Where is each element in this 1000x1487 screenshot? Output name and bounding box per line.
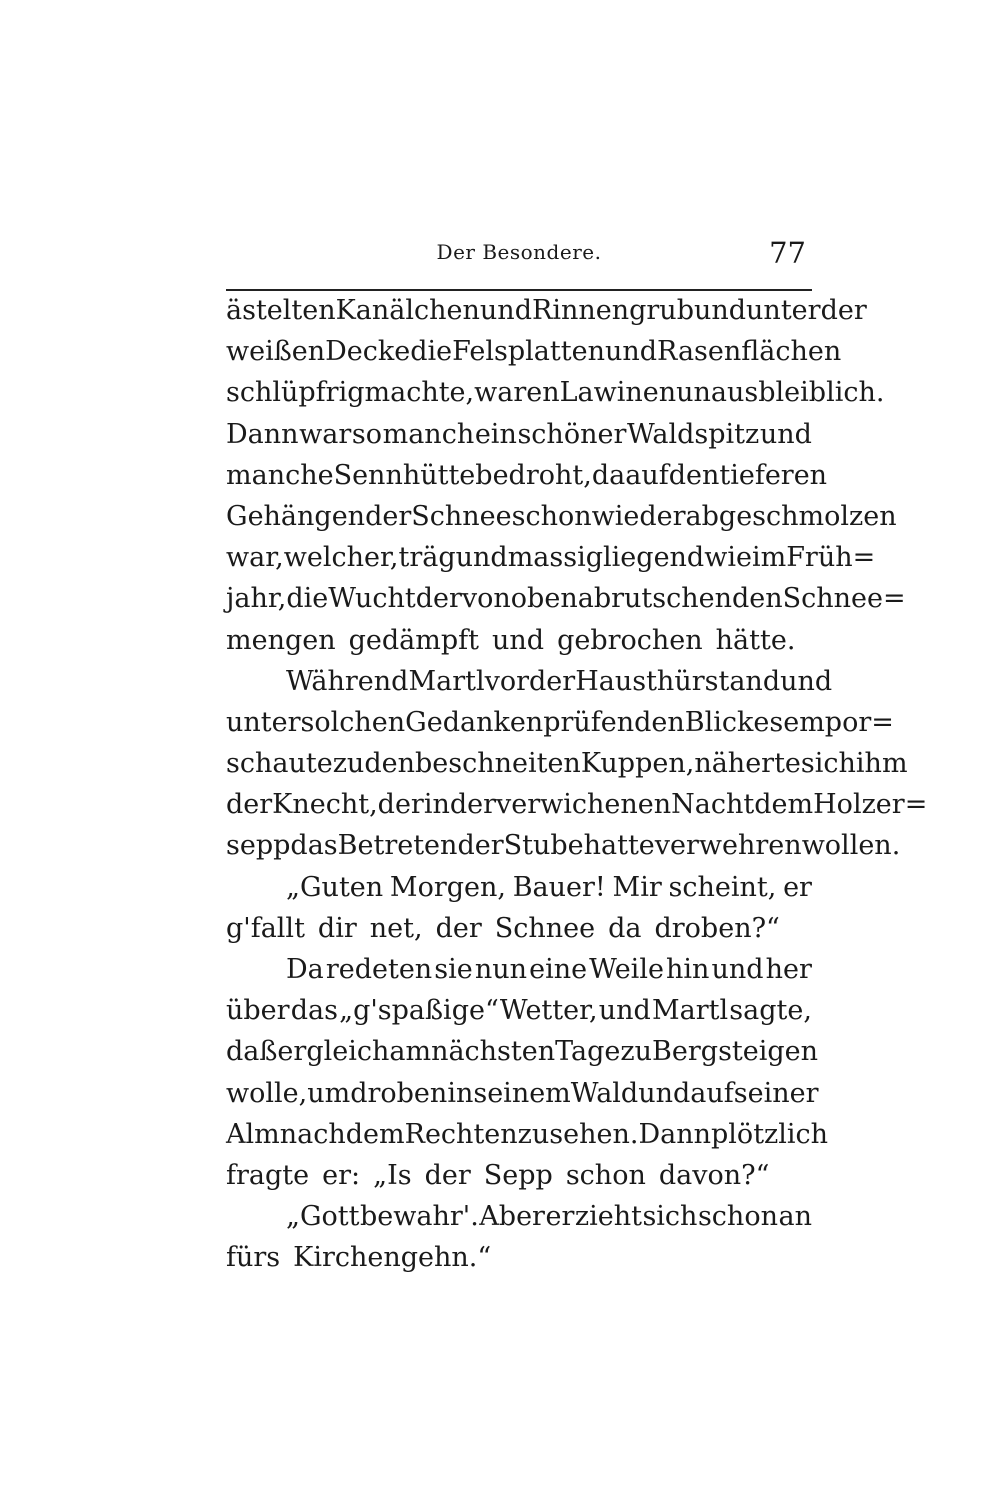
word: der (226, 789, 273, 821)
word: Dann (638, 1118, 712, 1150)
word: er (277, 1036, 307, 1068)
word: Stube (503, 830, 584, 862)
word: der (529, 665, 576, 697)
word: jahr, (226, 583, 287, 615)
text-line (226, 784, 928, 825)
word: stand (704, 665, 781, 697)
word: prüfenden (543, 706, 685, 738)
word: war, (226, 542, 284, 574)
word: Knecht, (272, 789, 378, 821)
word: der (424, 1159, 471, 1191)
text-line (226, 578, 906, 619)
word: er: (322, 1159, 361, 1191)
word: Bauer! (512, 871, 606, 903)
word: den (668, 459, 720, 491)
word: Rinnen (531, 295, 630, 326)
word: ihm (855, 748, 908, 780)
word: der (365, 500, 412, 532)
text-line (226, 949, 812, 990)
word: in (447, 1077, 474, 1109)
word: Betreten (337, 830, 458, 862)
text-line (226, 496, 897, 537)
text-line (226, 537, 876, 578)
word: Alm (226, 1118, 280, 1150)
word: eine (529, 954, 588, 985)
word: sich (800, 748, 856, 780)
word: her (765, 954, 812, 985)
page-number: 77 (769, 236, 806, 270)
word: näherte (694, 748, 801, 780)
word: Sennhütte (333, 459, 476, 491)
word: zieht (574, 1201, 642, 1233)
text-line (226, 1155, 812, 1196)
word: Rechten (404, 1118, 518, 1150)
word: empor= (783, 706, 894, 738)
word: gedämpft (348, 624, 479, 656)
word: „Is (373, 1159, 412, 1191)
word: er (545, 1201, 575, 1233)
word: Lawinen (559, 377, 677, 409)
word: Schnee (411, 500, 512, 532)
word: „Gott (286, 1201, 360, 1233)
word: sehen. (549, 1118, 639, 1150)
word: und (638, 1077, 691, 1109)
word: liegend (603, 542, 705, 574)
word: fragte (226, 1159, 310, 1191)
word: und (780, 665, 833, 697)
word: g'fallt (226, 912, 305, 944)
word: von (461, 583, 511, 615)
word: so (351, 418, 382, 450)
word: droben?“ (654, 912, 780, 944)
word: Gedanken (405, 706, 544, 738)
word: träg (398, 542, 456, 574)
word: plötzlich (711, 1118, 829, 1150)
word: schlüpfrig (226, 377, 365, 409)
word: „g'spaßige“ (339, 995, 499, 1027)
word: manche (226, 459, 334, 491)
word: der (820, 295, 867, 326)
word: unausbleiblich. (676, 377, 885, 409)
word: massig (507, 542, 604, 574)
word: fürs (226, 1242, 281, 1274)
word: redeten (325, 954, 433, 985)
text-line (226, 908, 812, 949)
text-line (226, 414, 812, 455)
word: Hausthür (575, 665, 705, 697)
word: solchen (300, 706, 406, 738)
running-head (226, 236, 812, 276)
word: gebrochen (557, 624, 703, 656)
word: Früh= (786, 542, 876, 574)
word: Kuppen, (580, 748, 695, 780)
word: der (377, 789, 424, 821)
word: schon (697, 1201, 778, 1233)
word: Rasenflächen (657, 336, 842, 368)
word: Sepp (483, 1159, 553, 1191)
word: sie (434, 954, 473, 985)
text-line (226, 825, 901, 866)
word: schaute (226, 748, 333, 780)
word: Blickes (684, 706, 784, 738)
word: Morgen, (389, 871, 506, 903)
word: wollen. (801, 830, 901, 862)
word: droben (350, 1077, 448, 1109)
word: die (410, 336, 453, 368)
word: zu (332, 748, 365, 780)
word: seinem (473, 1077, 571, 1109)
word: Nacht (671, 789, 755, 821)
word: hatte (583, 830, 655, 862)
word: Dann (226, 418, 299, 450)
word: er (783, 871, 812, 903)
word: schon (565, 1159, 646, 1191)
text-line (226, 1073, 819, 1114)
word: auf (690, 1077, 734, 1109)
word: da (608, 912, 642, 944)
word: Holzer= (813, 789, 928, 821)
word: sich (642, 1201, 698, 1233)
word: scheint, (668, 871, 777, 903)
word: Martl (408, 665, 485, 697)
word: hin (666, 954, 710, 985)
word: ein (474, 418, 517, 450)
word: Decke (325, 336, 411, 368)
text-line (226, 290, 867, 331)
word: Wucht (328, 583, 416, 615)
word: da (591, 459, 626, 491)
text-line (226, 331, 842, 372)
word: verwehren (654, 830, 802, 862)
word: in (423, 789, 450, 821)
word: Waldspitz (626, 418, 760, 450)
word: und (598, 995, 651, 1027)
word: steigen (718, 1036, 819, 1068)
word: machte, (364, 377, 475, 409)
word: seiner (733, 1077, 819, 1109)
word: net, (369, 912, 423, 944)
text-line (226, 867, 812, 908)
word: waren (474, 377, 560, 409)
word: nun (474, 954, 528, 985)
word: schöner (517, 418, 627, 450)
word: zu (517, 1118, 550, 1150)
word: und (479, 295, 532, 326)
word: und (455, 542, 508, 574)
word: der (435, 912, 482, 944)
word: war (299, 418, 352, 450)
word: bedroht, (475, 459, 592, 491)
word: auf (625, 459, 669, 491)
word: und (693, 295, 747, 326)
word: davon?“ (658, 1159, 770, 1191)
running-title: Der Besondere. (436, 240, 602, 264)
word: dem (345, 1118, 405, 1150)
word: dem (754, 789, 814, 821)
word: der (449, 789, 497, 821)
word: Aber (479, 1201, 545, 1233)
text-line (226, 743, 908, 784)
word: wie (704, 542, 752, 574)
word: tieferen (719, 459, 828, 491)
word: abrutschenden (577, 583, 783, 615)
word: die (286, 583, 329, 615)
text-line (226, 620, 812, 661)
word: oben (510, 583, 578, 615)
word: welcher, (283, 542, 399, 574)
text-line (226, 455, 828, 496)
word: der (415, 583, 462, 615)
word: Schnee (494, 912, 596, 944)
word: Tage (555, 1036, 621, 1068)
word: das (290, 830, 338, 862)
word: im (751, 542, 787, 574)
word: Da (286, 954, 324, 985)
text-line (226, 372, 885, 413)
word: grub (629, 295, 694, 326)
text-line (226, 990, 812, 1031)
text-line (226, 661, 833, 702)
word: ästelten (226, 295, 336, 326)
word: beschneiten (414, 748, 581, 780)
word: und (604, 336, 658, 368)
word: und (711, 954, 764, 985)
text-line (226, 1031, 819, 1072)
word: wieder (591, 500, 686, 532)
word: Wetter, (499, 995, 598, 1027)
word: sepp (226, 830, 291, 862)
word: Während (286, 665, 409, 697)
word: mengen (226, 624, 336, 656)
word: daß (226, 1036, 278, 1068)
word: bewahr'. (360, 1201, 479, 1233)
word: Schnee= (782, 583, 906, 615)
word: das (290, 995, 338, 1027)
word: wolle, (226, 1077, 308, 1109)
word: unter (746, 295, 821, 326)
word: um (307, 1077, 351, 1109)
word: Mir (612, 871, 662, 903)
word: abgeschmolzen (685, 500, 897, 532)
word: zu (620, 1036, 653, 1068)
word: Kanälchen (335, 295, 480, 326)
word: Weile (589, 954, 664, 985)
word: „Guten (286, 871, 384, 903)
word: unter (226, 706, 301, 738)
word: sagte, (729, 995, 812, 1027)
word: über (226, 995, 290, 1027)
word: verwichenen (496, 789, 672, 821)
text-line (226, 1114, 829, 1155)
word: hätte. (715, 624, 796, 656)
word: und (492, 624, 545, 656)
word: vor (484, 665, 530, 697)
body-text (226, 290, 928, 1279)
word: Kirchengehn.“ (293, 1242, 492, 1274)
word: gleich (306, 1036, 390, 1068)
word: dir (317, 912, 357, 944)
word: manch (382, 418, 475, 450)
word: Wald (570, 1077, 639, 1109)
word: und (759, 418, 812, 450)
word: schon (511, 500, 592, 532)
word: nach (279, 1118, 346, 1150)
word: weißen (226, 336, 326, 368)
word: Felsplatten (452, 336, 605, 368)
word: den (364, 748, 415, 780)
word: nächsten (431, 1036, 556, 1068)
word: der (457, 830, 504, 862)
text-line (226, 1196, 812, 1237)
word: Gehängen (226, 500, 366, 532)
text-line (226, 702, 894, 743)
word: Berg (652, 1036, 719, 1068)
word: an (778, 1201, 812, 1233)
word: Martl (651, 995, 729, 1027)
text-line (226, 1237, 812, 1278)
word: am (389, 1036, 432, 1068)
